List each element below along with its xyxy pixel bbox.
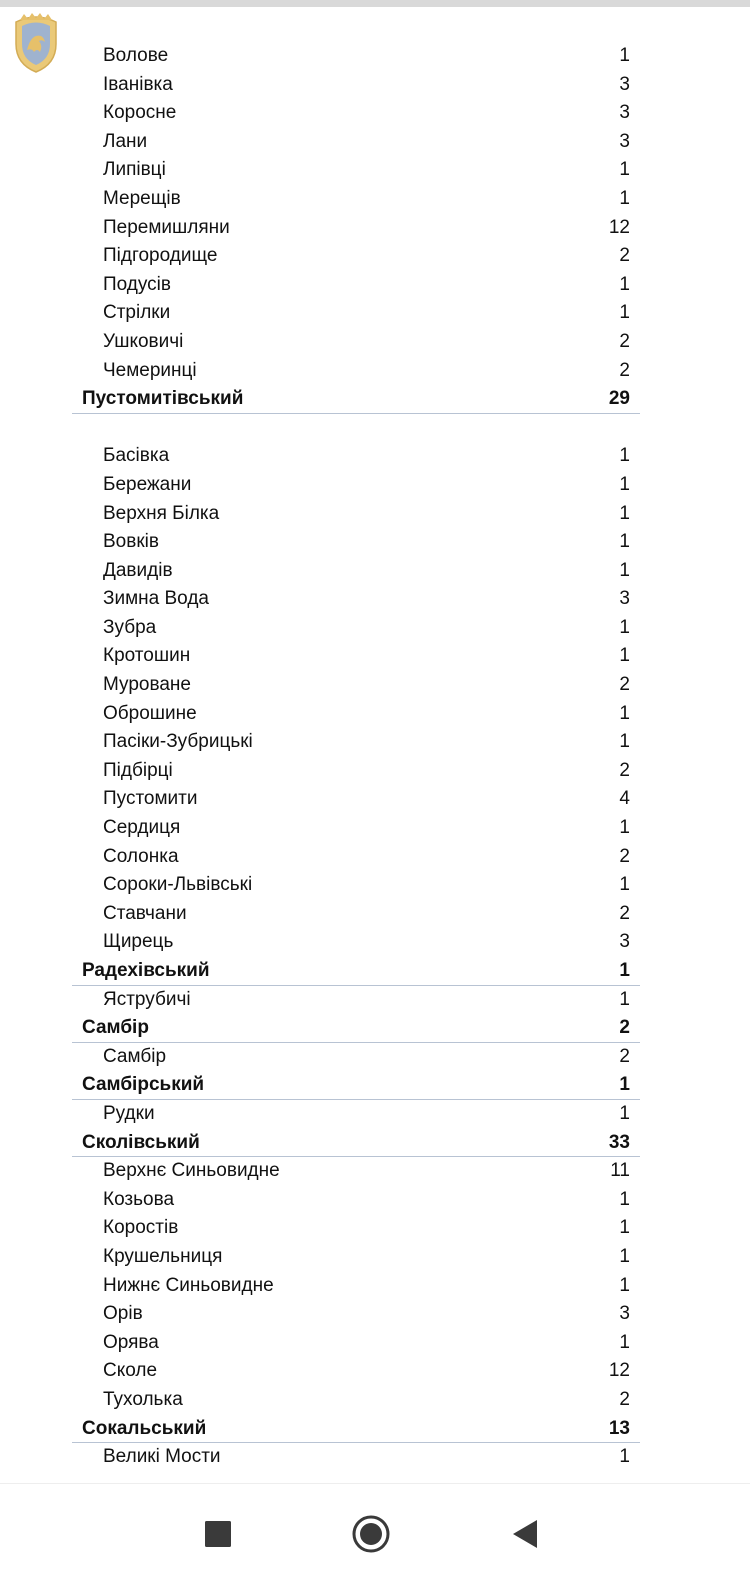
- village-name: Самбір: [103, 1045, 167, 1067]
- village-count: 3: [619, 588, 630, 610]
- square-icon: [205, 1521, 231, 1547]
- village-row: [72, 843, 640, 872]
- village-name: Лани: [103, 130, 148, 152]
- village-count: 1: [619, 531, 630, 553]
- back-button[interactable]: [485, 1484, 565, 1584]
- village-name: Підгородище: [103, 245, 218, 267]
- village-row: [72, 614, 640, 643]
- village-count: 1: [619, 1274, 630, 1296]
- district-count: 1: [619, 1074, 630, 1096]
- village-name: Пустомити: [103, 788, 198, 810]
- village-count: 12: [608, 1360, 630, 1382]
- village-row: [72, 528, 640, 557]
- village-count: 1: [619, 559, 630, 581]
- village-name: Солонка: [103, 845, 179, 867]
- village-count: 2: [619, 902, 630, 924]
- village-row: [72, 42, 640, 71]
- recents-button[interactable]: [178, 1484, 258, 1584]
- village-count: 1: [619, 445, 630, 467]
- village-row: [72, 357, 640, 386]
- village-row: [72, 156, 640, 185]
- village-row: [72, 900, 640, 929]
- village-name: Сороки-Львівські: [103, 874, 253, 896]
- district-count: 1: [619, 960, 630, 981]
- district-row: [72, 1415, 640, 1444]
- village-count: 2: [619, 359, 630, 381]
- village-count: 1: [619, 731, 630, 753]
- village-count: 3: [619, 73, 630, 95]
- village-name: Зубра: [103, 616, 157, 638]
- village-count: 3: [619, 102, 630, 124]
- village-count: 1: [619, 702, 630, 724]
- village-count: 2: [619, 330, 630, 352]
- village-row: [72, 928, 640, 957]
- village-row: [72, 642, 640, 671]
- home-button[interactable]: [331, 1484, 411, 1584]
- village-row: [72, 1186, 640, 1215]
- row-spacer: [72, 414, 640, 443]
- village-row: [72, 500, 640, 529]
- village-name: Вовків: [103, 531, 159, 553]
- village-row: [72, 185, 640, 214]
- village-name: Зимна Вода: [103, 588, 209, 610]
- village-name: Стрілки: [103, 302, 171, 324]
- village-name: Рудки: [103, 1102, 155, 1124]
- district-count: 2: [619, 1017, 630, 1039]
- district-count: 13: [608, 1417, 630, 1439]
- village-row: [72, 1357, 640, 1386]
- district-row: [72, 1071, 640, 1100]
- village-row: [72, 299, 640, 328]
- district-row: [72, 1014, 640, 1043]
- coat-of-arms-logo: [10, 8, 62, 74]
- village-row: [72, 1157, 640, 1186]
- district-name: Сколівський: [82, 1131, 200, 1153]
- village-name: Сколе: [103, 1360, 158, 1382]
- district-count: 29: [608, 388, 630, 410]
- village-name: Бережани: [103, 473, 192, 495]
- village-count: 3: [619, 931, 630, 953]
- village-count: 1: [619, 1331, 630, 1353]
- village-name: Муроване: [103, 674, 191, 696]
- village-name: Верхня Білка: [103, 502, 220, 524]
- village-count: 1: [619, 45, 630, 66]
- village-count: 3: [619, 130, 630, 152]
- district-row: [72, 1129, 640, 1158]
- village-count: 1: [619, 1245, 630, 1267]
- village-name: Коросне: [103, 102, 177, 124]
- village-name: Чемеринці: [103, 359, 197, 381]
- village-count: 2: [619, 1388, 630, 1410]
- village-row: [72, 557, 640, 586]
- village-row: [72, 585, 640, 614]
- village-name: Орів: [103, 1303, 143, 1325]
- village-name: Подусів: [103, 273, 171, 295]
- village-row: [72, 785, 640, 814]
- village-name: Тухолька: [103, 1388, 183, 1410]
- village-name: Яструбичі: [103, 988, 191, 1010]
- triangle-back-icon: [512, 1519, 538, 1549]
- district-name: Сокальський: [82, 1417, 207, 1439]
- village-row: [72, 471, 640, 500]
- village-name: Іванівка: [103, 73, 173, 95]
- status-strip: [0, 0, 750, 7]
- village-row: [72, 1329, 640, 1358]
- village-row: [72, 871, 640, 900]
- village-name: Оброшине: [103, 702, 197, 724]
- village-row: [72, 442, 640, 471]
- district-name: Радехівський: [82, 960, 210, 981]
- village-count: 4: [619, 788, 630, 810]
- village-row: [72, 1100, 640, 1129]
- village-name: Підбірці: [103, 759, 173, 781]
- village-row: [72, 1214, 640, 1243]
- village-name: Давидів: [103, 559, 173, 581]
- village-count: 1: [619, 1446, 630, 1468]
- village-row: [72, 1300, 640, 1329]
- village-name: Ставчани: [103, 902, 187, 924]
- village-row: [72, 271, 640, 300]
- village-count: 2: [619, 759, 630, 781]
- village-count: 1: [619, 645, 630, 667]
- village-count: 2: [619, 674, 630, 696]
- village-count: 1: [619, 988, 630, 1010]
- village-name: Перемишляни: [103, 216, 230, 238]
- village-row: [72, 986, 640, 1015]
- village-name: Нижнє Синьовидне: [103, 1274, 274, 1296]
- village-count: 1: [619, 502, 630, 524]
- village-name: Щирець: [103, 931, 174, 953]
- settlements-table: [72, 42, 640, 1472]
- circle-icon: [351, 1514, 391, 1554]
- village-count: 2: [619, 1045, 630, 1067]
- village-count: 1: [619, 273, 630, 295]
- village-name: Пасіки-Зубрицькі: [103, 731, 253, 753]
- village-count: 1: [619, 473, 630, 495]
- village-row: [72, 214, 640, 243]
- village-name: Крушельниця: [103, 1245, 223, 1267]
- village-count: 11: [610, 1160, 630, 1182]
- village-name: Сердиця: [103, 817, 181, 839]
- village-count: 1: [619, 874, 630, 896]
- village-count: 1: [619, 1217, 630, 1239]
- village-row: [72, 814, 640, 843]
- district-name: Самбірський: [82, 1074, 205, 1096]
- district-row: [72, 385, 640, 414]
- village-row: [72, 671, 640, 700]
- village-name: Мерещів: [103, 187, 181, 209]
- village-count: 3: [619, 1303, 630, 1325]
- village-row: [72, 1272, 640, 1301]
- village-row: [72, 128, 640, 157]
- village-row: [72, 700, 640, 729]
- village-count: 1: [619, 1102, 630, 1124]
- district-row: [72, 957, 640, 986]
- village-name: Орява: [103, 1331, 159, 1353]
- village-row: [72, 328, 640, 357]
- village-row: [72, 757, 640, 786]
- android-navigation-bar: [0, 1483, 750, 1584]
- village-name: Ушковичі: [103, 330, 184, 352]
- village-row: [72, 728, 640, 757]
- village-count: 1: [619, 817, 630, 839]
- village-name: Козьова: [103, 1188, 175, 1210]
- village-row: [72, 1386, 640, 1415]
- village-row: [72, 242, 640, 271]
- village-count: 1: [619, 159, 630, 181]
- village-row: [72, 99, 640, 128]
- district-name: Пустомитівський: [82, 388, 244, 410]
- district-name: Самбір: [82, 1017, 149, 1039]
- village-name: Коростів: [103, 1217, 179, 1239]
- village-count: 1: [619, 302, 630, 324]
- village-count: 12: [608, 216, 630, 238]
- village-name: Басівка: [103, 445, 170, 467]
- village-count: 1: [619, 1188, 630, 1210]
- village-count: 1: [619, 187, 630, 209]
- village-row: [72, 1243, 640, 1272]
- village-name: Липівці: [103, 159, 166, 181]
- village-row: [72, 1443, 640, 1472]
- village-name: Верхнє Синьовидне: [103, 1160, 280, 1182]
- village-name: Кротошин: [103, 645, 191, 667]
- village-count: 1: [619, 616, 630, 638]
- village-row: [72, 71, 640, 100]
- village-name: Волове: [103, 45, 169, 66]
- village-name: Великі Мости: [103, 1446, 221, 1468]
- village-count: 2: [619, 245, 630, 267]
- district-count: 33: [608, 1131, 630, 1153]
- village-row: [72, 1043, 640, 1072]
- village-count: 2: [619, 845, 630, 867]
